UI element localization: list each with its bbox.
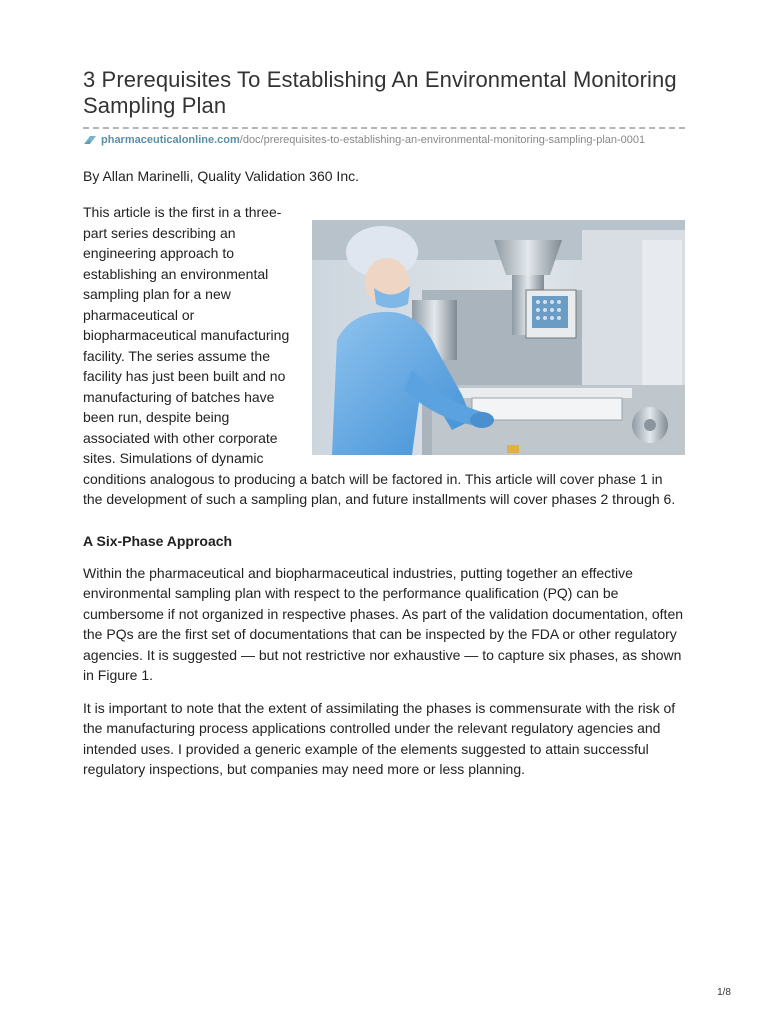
source-path[interactable]: /doc/prerequisites-to-establishing-an-environmental-monitoring-sampling-plan-0001 [239, 134, 646, 146]
cleanroom-photo [312, 220, 685, 455]
article-title: 3 Prerequisites To Establishing An Environmental Monitoring Sampling Plan [83, 67, 677, 118]
source-domain[interactable]: pharmaceuticalonline.com [101, 134, 240, 146]
document-page [83, 67, 685, 780]
title-divider [83, 127, 685, 129]
byline: By Allan Marinelli, Quality Validation 360 Inc. [83, 168, 359, 184]
leaf-link-icon [83, 135, 97, 145]
body-paragraph-3: It is important to note that the extent of assimilating the phases is commensurate with the risk of the manufacturing process applications controlled under the relevant regulatory agencies and intended uses. I provided a generic example of the elements suggested to attain successful regulatory inspections, but companies may need more or less planning. [83, 699, 676, 777]
source-url[interactable] [83, 134, 685, 146]
section-heading: A Six-Phase Approach [83, 532, 233, 549]
page-number: 1/8 [717, 987, 731, 998]
intro-paragraph: This article is the first in a three-part series describing an engineering approach to establishing an environmental sampling plan for a new pharmaceutical or biopharmaceutical manufacturing facility. The series assume the facility has just been built and no manufacturing of batches have been run, despite being associated with other corporate sites. Simulations of dynamic conditions analogous to producing a batch will be factored in. This article will cover phase 1 in the development of such a sampling plan, and future installments will cover phases 2 through 6. [83, 204, 676, 507]
body-paragraph-2: Within the pharmaceutical and biopharmaceutical industries, putting together an effective environmental sampling plan with respect to the performance qualification (PQ) can be cumbersome if not organized in respective phases. As part of the validation documentation, often the PQs are the first set of documentations that can be inspected by the FDA or other regulatory agencies. It is suggested — but not restrictive nor exhaustive — to capture six phases, as shown in Figure 1. [83, 564, 684, 683]
intro-block [83, 202, 685, 510]
